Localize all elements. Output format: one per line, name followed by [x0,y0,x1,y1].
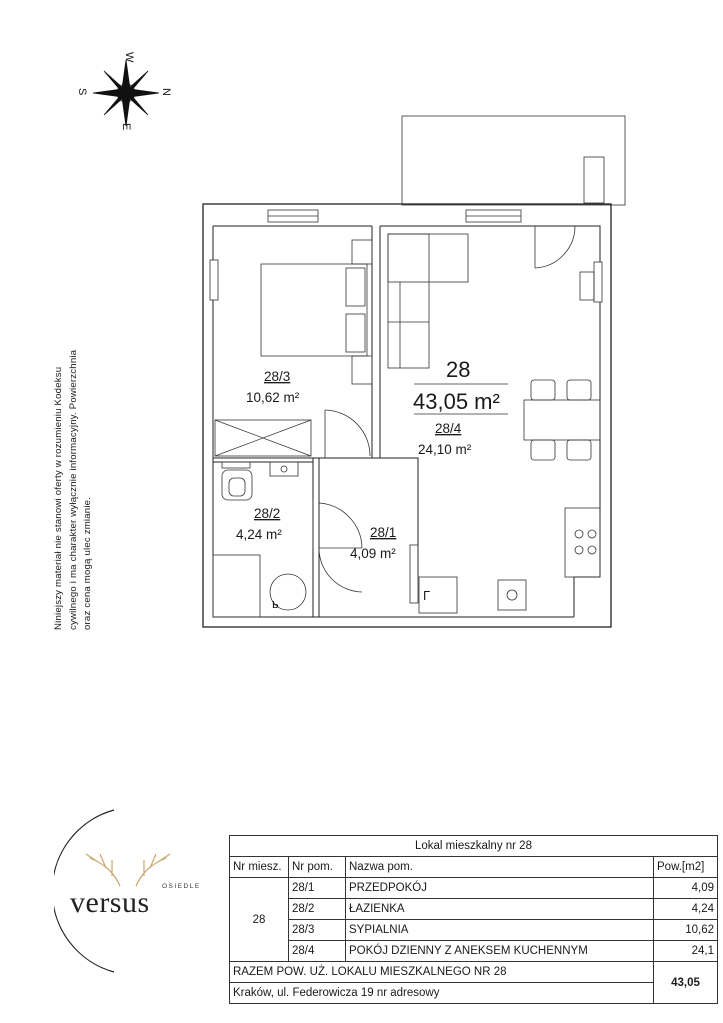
antlers-icon [86,854,170,886]
exterior-walls [203,204,611,627]
versus-logo [54,806,214,976]
apartment-number-cell: 28 [230,878,289,962]
address-cell: Kraków, ul. Federowicza 19 nr adresowy [230,983,654,1004]
table-header: Nr miesz. [230,857,289,878]
table-header: Nazwa pom. [346,857,654,878]
room-name-cell: ŁAZIENKA [346,899,654,920]
room-name-cell: PRZEDPOKÓJ [346,878,654,899]
room-28-3-id: 28/3 [264,369,291,384]
apartment-total-area: 43,05 m² [413,389,500,414]
total-area-cell: 43,05 [654,962,718,1004]
room-28-3-area: 10,62 m² [246,390,300,405]
logo-name: versus [70,886,150,919]
room-number-cell: 28/1 [289,878,346,899]
compass-s-label: S [76,88,88,96]
compass-w-label: W [123,52,135,63]
kitchen-hood-icon: Γ [423,588,431,603]
room-28-1-id: 28/1 [370,525,397,540]
compass-rose-icon [93,60,159,126]
table-title: Lokal mieszkalny nr 28 [230,836,718,857]
room-name-cell: SYPIALNIA [346,920,654,941]
logo-subtitle: OSIEDLE [162,883,201,890]
total-label-cell: RAZEM POW. UŻ. LOKALU MIESZKALNEGO NR 28 [230,962,654,983]
compass-e-label: E [120,123,132,131]
compass-n-label: N [160,88,172,96]
bedroom-door [325,410,370,458]
room-area-cell: 24,1 [654,941,718,962]
disclaimer-line: Niniejszy materiał nie stanowi oferty w rozumieniu Kodeksu [53,366,64,630]
room-28-2-area: 4,24 m² [236,527,282,542]
disclaimer-line: oraz cena mogą ulec zmianie. [82,496,94,630]
room-28-2-id: 28/2 [254,506,281,521]
room-28-4-id: 28/4 [435,421,462,436]
sofa [388,234,468,368]
room-number-cell: 28/3 [289,920,346,941]
disclaimer-note [52,270,96,630]
shower-drain-icon: ь [272,596,279,611]
apartment-summary-table [229,835,718,1004]
room-area-cell: 10,62 [654,920,718,941]
room-name-cell: POKÓJ DZIENNY Z ANEKSEM KUCHENNYM [346,941,654,962]
windows [210,210,602,302]
room-28-1-area: 4,09 m² [350,546,396,561]
balcony [402,116,625,205]
room-number-cell: 28/4 [289,941,346,962]
balcony-door [535,226,575,268]
disclaimer-line: cywilnego i ma charakter wyłącznie informacyjny. Powierzchnia [67,349,79,630]
apartment-number: 28 [446,357,471,382]
bed [261,240,372,384]
table-header: Nr pom. [289,857,346,878]
table-header: Pow.[m2] [654,857,718,878]
dining-table [524,380,600,460]
room-area-cell: 4,24 [654,899,718,920]
room-28-4-area: 24,10 m² [418,442,472,457]
room-area-cell: 4,09 [654,878,718,899]
room-number-cell: 28/2 [289,899,346,920]
wardrobe [215,420,311,456]
